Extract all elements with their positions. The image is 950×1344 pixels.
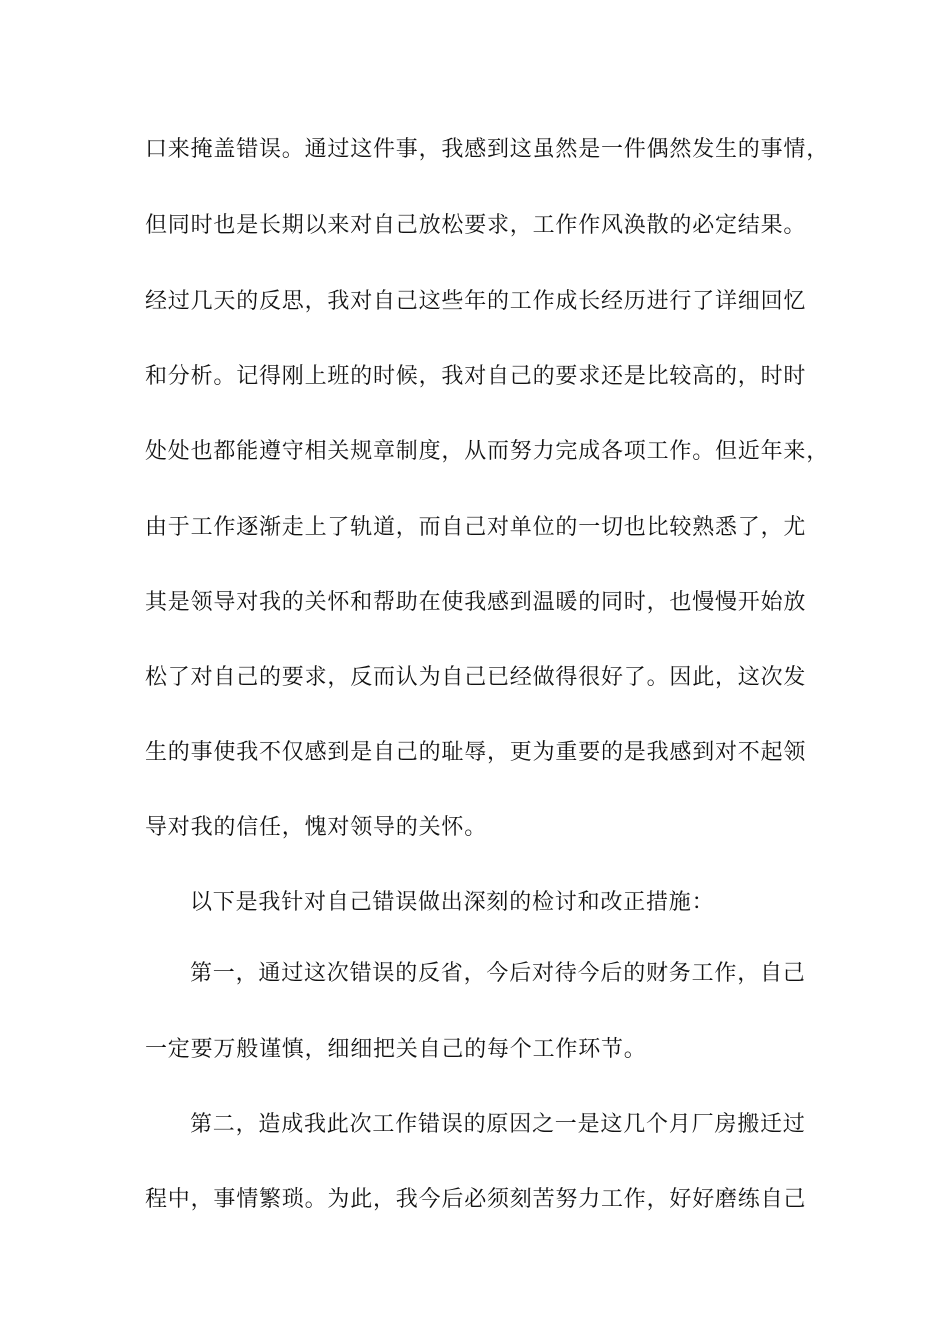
text-line: 第一，通过这次错误的反省，今后对待今后的财务工作，自己 <box>190 961 806 986</box>
text-line: 但同时也是长期以来对自己放松要求，工作作风涣散的必定结果。 <box>145 213 807 238</box>
text-line: 其是领导对我的关怀和帮助在使我感到温暖的同时，也慢慢开始放 <box>145 590 807 615</box>
text-line: 生的事使我不仅感到是自己的耻辱，更为重要的是我感到对不起领 <box>145 740 807 765</box>
text-line: 一定要万般谨慎，细细把关自己的每个工作环节。 <box>145 1037 647 1062</box>
text-line: 处处也都能遵守相关规章制度，从而努力完成各项工作。但近年来， <box>145 439 830 464</box>
text-line: 导对我的信任，愧对领导的关怀。 <box>145 815 488 840</box>
text-line: 程中，事情繁琐。为此，我今后必须刻苦努力工作，好好磨练自己 <box>145 1187 807 1212</box>
text-line: 口来掩盖错误。通过这件事，我感到这虽然是一件偶然发生的事情， <box>145 137 830 162</box>
text-line: 以下是我针对自己错误做出深刻的检讨和改正措施： <box>190 890 715 915</box>
text-line: 经过几天的反思，我对自己这些年的工作成长经历进行了详细回忆 <box>145 289 807 314</box>
text-line: 由于工作逐渐走上了轨道，而自己对单位的一切也比较熟悉了，尤 <box>145 515 807 540</box>
text-line: 和分析。记得刚上班的时候，我对自己的要求还是比较高的，时时 <box>145 364 807 389</box>
text-line: 松了对自己的要求，反而认为自己已经做得很好了。因此，这次发 <box>145 665 807 690</box>
text-line: 第二，造成我此次工作错误的原因之一是这几个月厂房搬迁过 <box>190 1112 806 1137</box>
